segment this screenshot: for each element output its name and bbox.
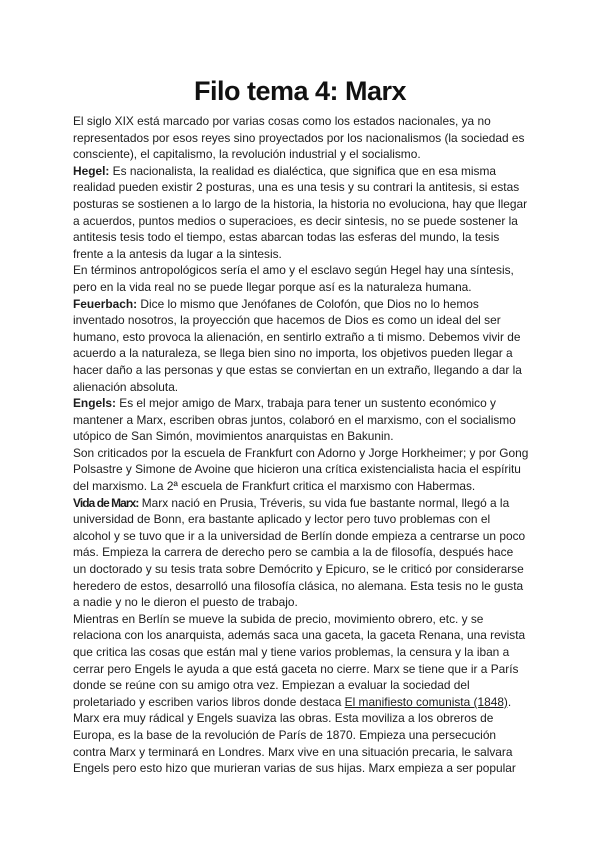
vida-heading: Vida de Marx:	[73, 495, 139, 510]
paragraph-intro	[73, 113, 529, 163]
paragraph-berlin	[73, 611, 529, 777]
intro-text: El siglo XIX está marcado por varias cosas como los estados nacionales, ya no representados por esos reyes sino proyectados por los nacionalismos (la sociedad es consciente), el capitalismo, la revolución industrial y el socialismo.	[73, 114, 525, 162]
criticados-text: Son criticados por la escuela de Frankfurt con Adorno y Jorge Horkheimer; y por Gong Polsastre y Simone de Avoine que hicieron una crítica existencialista hacia el espíritu del marxismo. La 2ª escuela de Frankfurt critica el marxismo con Habermas.	[73, 445, 529, 494]
feuerbach-heading: Feuerbach:	[73, 296, 138, 311]
engels-heading: Engels:	[73, 396, 116, 411]
feuerbach-text: Dice lo mismo que Jenófanes de Colofón, que Dios no lo hemos inventado nosotros, la proyección que hacemos de Dios es como un ideal del ser humano, esto provoca la alienación, en sentirlo extraño a ti mismo. Debemos vivir de acuerdo a la naturaleza, se llega bien sino no importa, los objetivos pueden llegar a hacer daño a las personas y que estas se conviertan en un extraño, llegando a dar la alienación absoluta.	[73, 296, 522, 394]
engels-text: Es el mejor amigo de Marx, trabaja para tener un sustento económico y mantener a Marx, escriben obras juntos, colaboró en el marxismo, con el socialismo utópico de San Simón, movimientos anarquistas en Bakunin.	[73, 396, 516, 444]
hegel-text: Es nacionalista, la realidad es dialéctica, que significa que en esa misma realidad pueden existir 2 posturas, una es una tesis y su contrari la antitesis, si estas posturas se sostienen a lo largo de la historia, la historia no evoluciona, hay que llegar a acuerdos, puntos medios o superacioes, es decir sintesis, no se puede sostener la antitesis tesis todo el tiempo, estas abarcan todas las esferas del mundo, la tesis frente a la antesis da lugar a la sintesis.	[73, 163, 528, 261]
paragraph-hegel	[73, 163, 529, 263]
berlin-text-2: . Marx era muy rádical y Engels suaviza las obras. Esta moviliza a los obreros de Europa, es la base de la revolución de París de 1870. Empieza una persecución contra Marx y terminará en Londres. Marx vive en una situación precaria, le salvara Engels pero esto hizo que murieran varias de sus hijas. Marx empieza a ser popular	[73, 694, 516, 776]
antropologicos-text: En términos antropológicos sería el amo y el esclavo según Hegel hay una síntesis, pero en la vida real no se puede llegar porque así es la naturaleza humana.	[73, 263, 514, 294]
manifiesto-title: El manifiesto comunista (1848)	[344, 694, 508, 709]
page-title: Filo tema 4: Marx	[193, 76, 407, 106]
paragraph-criticados	[73, 445, 529, 495]
paragraph-vida-de-marx	[73, 495, 529, 611]
hegel-heading: Hegel:	[73, 163, 110, 178]
vida-text: Marx nació en Prusia, Tréveris, su vida fue bastante normal, llegó a la universidad de Bonn, era bastante aplicado y lector pero tuvo problemas con el alcohol y se tuvo que ir a la universidad de Berlín donde empieza a centrarse un poco más. Empieza la carrera de derecho pero se cambia a la de filosofía, después hace un doctorado y su tesis trata sobre Demócrito y Epicuro, se le criticó por considerarse heredero de estos, desarrolló una filosofía clásica, no alemana. Esta tesis no le gusta a nadie y no le dieron el puesto de trabajo.	[73, 495, 526, 610]
berlin-text-1: Mientras en Berlín se mueve la subida de precio, movimiento obrero, etc. y se relaciona con los anarquista, además saca una gaceta, la gaceta Renana, una revista que critica las cosas que están mal y tiene varios problemas, la censura y la iban a cerrar pero Engels le ayuda a que está gaceta no cierre. Marx se tiene que ir a París donde se reúne con su amigo otra vez. Empiezan a evaluar la sociedad del proletariado y escriben varios libros donde destaca	[73, 611, 526, 709]
paragraph-engels	[73, 395, 529, 445]
paragraph-feuerbach	[73, 296, 529, 396]
paragraph-antropologicos	[73, 262, 529, 295]
document-body	[73, 113, 529, 777]
